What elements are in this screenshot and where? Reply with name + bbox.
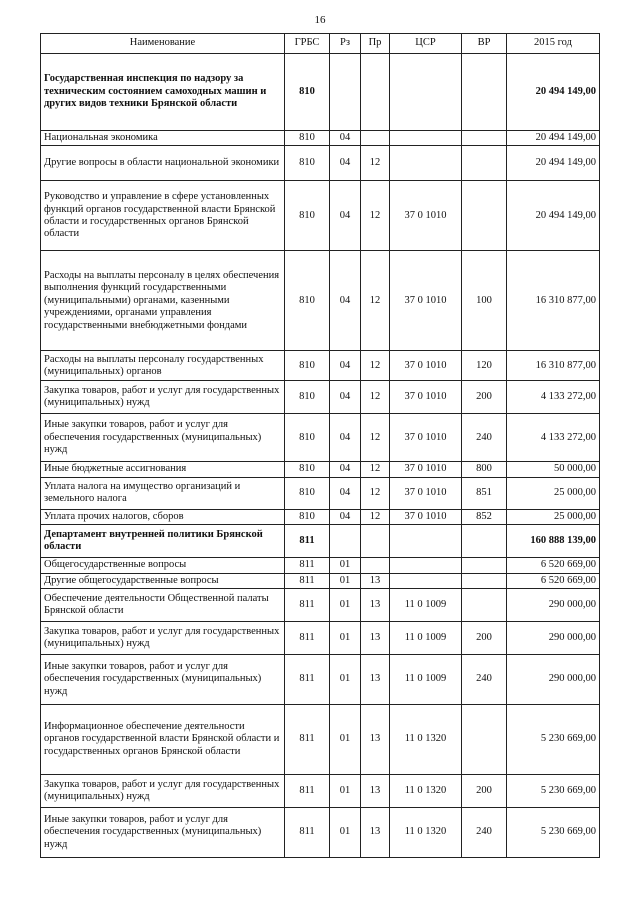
row-csr: 11 0 1009 [390, 622, 462, 655]
row-pr: 13 [361, 775, 390, 808]
row-csr [390, 146, 462, 181]
table-row [41, 477, 600, 509]
row-name: Руководство и управление в сфере установленных функций органов государственной власти Брянской области и государственных органов Брянской области [41, 181, 285, 251]
row-rz: 04 [330, 509, 361, 524]
row-amount: 25 000,00 [507, 477, 600, 509]
row-amount: 5 230 669,00 [507, 808, 600, 858]
row-amount: 290 000,00 [507, 622, 600, 655]
row-amount: 20 494 149,00 [507, 131, 600, 146]
row-name: Уплата прочих налогов, сборов [41, 509, 285, 524]
row-rz: 01 [330, 775, 361, 808]
row-rz: 01 [330, 655, 361, 705]
row-rz: 01 [330, 558, 361, 573]
table-row [41, 808, 600, 858]
row-rz: 04 [330, 131, 361, 146]
row-vr: 240 [462, 808, 507, 858]
row-csr: 37 0 1010 [390, 509, 462, 524]
row-pr: 12 [361, 146, 390, 181]
row-csr: 37 0 1010 [390, 251, 462, 351]
row-csr: 11 0 1009 [390, 589, 462, 622]
row-grbs: 810 [285, 381, 330, 414]
row-name: Государственная инспекция по надзору за техническим состоянием самоходных машин и других видов техники Брянской области [41, 54, 285, 131]
row-grbs: 811 [285, 655, 330, 705]
row-amount: 20 494 149,00 [507, 146, 600, 181]
budget-table [40, 33, 600, 858]
row-csr: 11 0 1009 [390, 655, 462, 705]
row-amount: 160 888 139,00 [507, 525, 600, 558]
row-vr: 200 [462, 381, 507, 414]
row-name: Иные бюджетные ассигнования [41, 462, 285, 477]
row-amount: 16 310 877,00 [507, 251, 600, 351]
row-grbs: 811 [285, 589, 330, 622]
row-name: Расходы на выплаты персоналу государственных (муниципальных) органов [41, 351, 285, 381]
row-amount: 20 494 149,00 [507, 181, 600, 251]
row-pr: 12 [361, 351, 390, 381]
row-pr: 12 [361, 462, 390, 477]
row-amount: 25 000,00 [507, 509, 600, 524]
row-csr: 11 0 1320 [390, 808, 462, 858]
row-rz: 01 [330, 573, 361, 588]
row-amount: 4 133 272,00 [507, 381, 600, 414]
row-pr: 12 [361, 181, 390, 251]
row-vr: 852 [462, 509, 507, 524]
row-vr: 120 [462, 351, 507, 381]
row-grbs: 811 [285, 775, 330, 808]
row-grbs: 810 [285, 477, 330, 509]
row-grbs: 811 [285, 622, 330, 655]
row-rz [330, 525, 361, 558]
row-grbs: 810 [285, 146, 330, 181]
row-amount: 50 000,00 [507, 462, 600, 477]
row-grbs: 810 [285, 131, 330, 146]
row-rz: 01 [330, 589, 361, 622]
row-name: Информационное обеспечение деятельности органов государственной власти Брянской области и государственных органов Брянской области [41, 705, 285, 775]
row-csr: 11 0 1320 [390, 705, 462, 775]
row-amount: 290 000,00 [507, 589, 600, 622]
table-row [41, 705, 600, 775]
row-vr [462, 573, 507, 588]
row-vr: 240 [462, 655, 507, 705]
row-pr: 13 [361, 808, 390, 858]
row-pr [361, 131, 390, 146]
table-row [41, 573, 600, 588]
row-rz [330, 54, 361, 131]
row-pr: 13 [361, 622, 390, 655]
row-vr [462, 54, 507, 131]
row-amount: 20 494 149,00 [507, 54, 600, 131]
table-row [41, 525, 600, 558]
row-name: Закупка товаров, работ и услуг для государственных (муниципальных) нужд [41, 775, 285, 808]
row-amount: 6 520 669,00 [507, 558, 600, 573]
table-row [41, 655, 600, 705]
row-amount: 5 230 669,00 [507, 775, 600, 808]
row-rz: 04 [330, 462, 361, 477]
row-vr: 240 [462, 414, 507, 462]
row-name: Другие вопросы в области национальной экономики [41, 146, 285, 181]
row-name: Департамент внутренней политики Брянской области [41, 525, 285, 558]
row-csr [390, 573, 462, 588]
row-name: Закупка товаров, работ и услуг для государственных (муниципальных) нужд [41, 622, 285, 655]
row-rz: 04 [330, 477, 361, 509]
row-rz: 04 [330, 181, 361, 251]
row-rz: 04 [330, 381, 361, 414]
row-grbs: 810 [285, 54, 330, 131]
header-year: 2015 год [507, 34, 600, 54]
table-row [41, 381, 600, 414]
row-pr: 13 [361, 705, 390, 775]
row-vr: 851 [462, 477, 507, 509]
row-name: Общегосударственные вопросы [41, 558, 285, 573]
table-row [41, 131, 600, 146]
row-csr: 37 0 1010 [390, 414, 462, 462]
header-csr: ЦСР [390, 34, 462, 54]
row-grbs: 810 [285, 414, 330, 462]
row-pr: 13 [361, 655, 390, 705]
row-name: Другие общегосударственные вопросы [41, 573, 285, 588]
row-grbs: 810 [285, 251, 330, 351]
row-vr [462, 181, 507, 251]
row-csr: 37 0 1010 [390, 351, 462, 381]
row-rz: 04 [330, 351, 361, 381]
table-row [41, 558, 600, 573]
row-pr: 12 [361, 251, 390, 351]
row-csr: 37 0 1010 [390, 181, 462, 251]
row-pr: 13 [361, 589, 390, 622]
table-row [41, 351, 600, 381]
row-csr: 37 0 1010 [390, 477, 462, 509]
row-amount: 6 520 669,00 [507, 573, 600, 588]
row-vr [462, 131, 507, 146]
row-rz: 04 [330, 414, 361, 462]
header-pr: Пр [361, 34, 390, 54]
table-row [41, 146, 600, 181]
table-header-row [41, 34, 600, 54]
row-rz: 01 [330, 705, 361, 775]
row-grbs: 811 [285, 525, 330, 558]
table-row [41, 54, 600, 131]
table-row [41, 775, 600, 808]
row-vr [462, 589, 507, 622]
row-vr: 800 [462, 462, 507, 477]
row-csr: 37 0 1010 [390, 381, 462, 414]
row-vr [462, 525, 507, 558]
row-rz: 04 [330, 251, 361, 351]
row-amount: 5 230 669,00 [507, 705, 600, 775]
row-grbs: 810 [285, 509, 330, 524]
row-name: Закупка товаров, работ и услуг для государственных (муниципальных) нужд [41, 381, 285, 414]
row-grbs: 811 [285, 705, 330, 775]
row-grbs: 810 [285, 181, 330, 251]
table-row [41, 462, 600, 477]
row-pr: 12 [361, 509, 390, 524]
row-csr: 37 0 1010 [390, 462, 462, 477]
row-pr [361, 54, 390, 131]
row-pr [361, 558, 390, 573]
table-row [41, 589, 600, 622]
row-csr [390, 131, 462, 146]
row-pr: 12 [361, 381, 390, 414]
row-vr [462, 558, 507, 573]
row-vr: 200 [462, 622, 507, 655]
row-pr: 12 [361, 477, 390, 509]
row-rz: 01 [330, 808, 361, 858]
table-row [41, 251, 600, 351]
row-pr: 12 [361, 414, 390, 462]
row-amount: 290 000,00 [507, 655, 600, 705]
row-name: Уплата налога на имущество организаций и земельного налога [41, 477, 285, 509]
row-pr [361, 525, 390, 558]
row-rz: 04 [330, 146, 361, 181]
row-grbs: 811 [285, 558, 330, 573]
row-name: Иные закупки товаров, работ и услуг для обеспечения государственных (муниципальных) нужд [41, 808, 285, 858]
table-row [41, 181, 600, 251]
row-vr [462, 705, 507, 775]
header-rz: Рз [330, 34, 361, 54]
row-pr: 13 [361, 573, 390, 588]
row-vr: 200 [462, 775, 507, 808]
table-row [41, 509, 600, 524]
header-name: Наименование [41, 34, 285, 54]
header-grbs: ГРБС [285, 34, 330, 54]
row-name: Иные закупки товаров, работ и услуг для обеспечения государственных (муниципальных) нужд [41, 655, 285, 705]
row-name: Расходы на выплаты персоналу в целях обеспечения выполнения функций государственными (муниципальными) органами, казенными учреждениями, органами управления государственными внебюджетными фондами [41, 251, 285, 351]
header-vr: ВР [462, 34, 507, 54]
row-csr: 11 0 1320 [390, 775, 462, 808]
row-grbs: 810 [285, 462, 330, 477]
row-name: Обеспечение деятельности Общественной палаты Брянской области [41, 589, 285, 622]
table-row [41, 622, 600, 655]
row-name: Национальная экономика [41, 131, 285, 146]
row-name: Иные закупки товаров, работ и услуг для обеспечения государственных (муниципальных) нужд [41, 414, 285, 462]
row-rz: 01 [330, 622, 361, 655]
row-grbs: 810 [285, 351, 330, 381]
row-csr [390, 525, 462, 558]
row-csr [390, 558, 462, 573]
row-amount: 4 133 272,00 [507, 414, 600, 462]
row-csr [390, 54, 462, 131]
row-grbs: 811 [285, 573, 330, 588]
row-grbs: 811 [285, 808, 330, 858]
row-vr: 100 [462, 251, 507, 351]
page-number: 16 [314, 14, 326, 26]
row-amount: 16 310 877,00 [507, 351, 600, 381]
row-vr [462, 146, 507, 181]
table-row [41, 414, 600, 462]
